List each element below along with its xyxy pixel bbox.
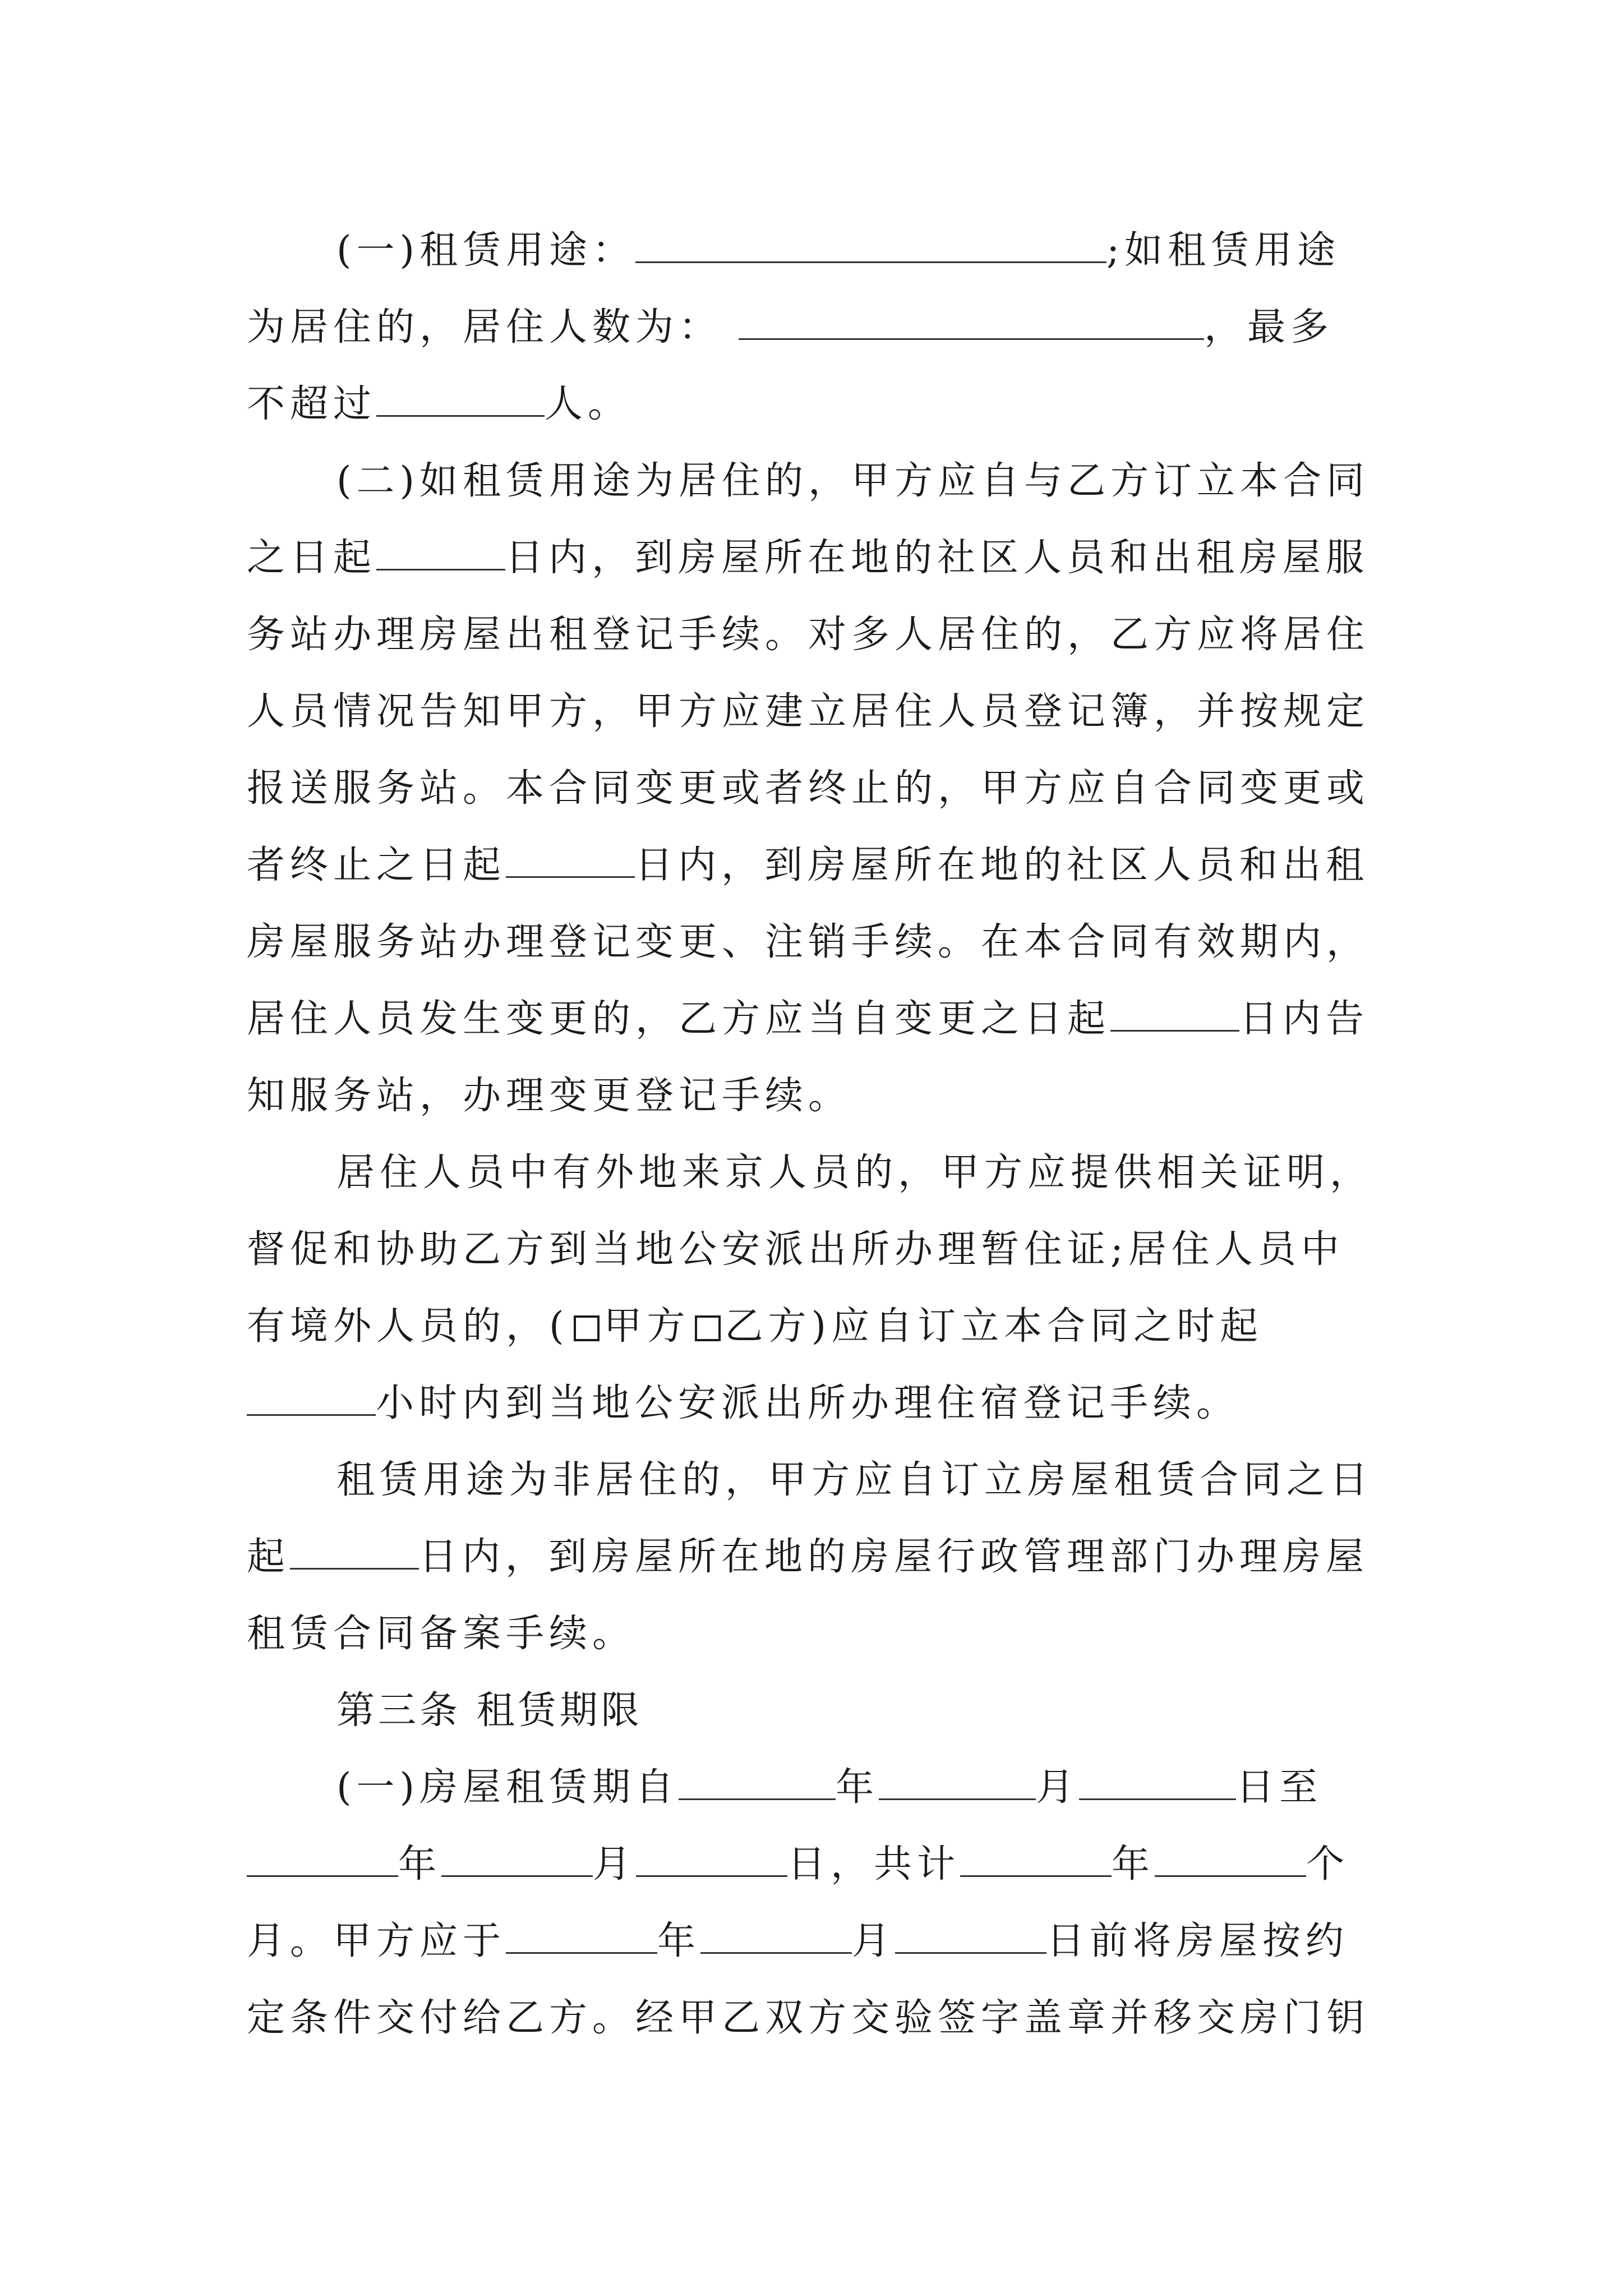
blank-field — [879, 1769, 1036, 1800]
text-line — [247, 673, 1391, 750]
blank-field — [739, 309, 1204, 340]
text-segment: 知服务站，办理变更登记手续。 — [247, 1074, 852, 1118]
blank-field — [506, 1923, 657, 1954]
text-segment: 年 — [657, 1919, 701, 1963]
text-segment: 不超过 — [247, 382, 377, 426]
text-line — [247, 1595, 1391, 1672]
text-segment: 月 — [852, 1919, 896, 1963]
blank-field — [247, 1385, 376, 1416]
blank-field — [1110, 1001, 1239, 1032]
blank-field — [635, 232, 1106, 263]
text-line — [247, 1903, 1391, 1980]
text-line — [247, 366, 1391, 443]
text-segment: 日内告 — [1239, 997, 1370, 1041]
text-segment: 日内，到房屋所在地的房屋行政管理部门办理房屋 — [419, 1535, 1370, 1579]
text-line — [247, 1211, 1391, 1288]
text-segment: 租赁合同备案手续。 — [247, 1612, 636, 1656]
text-segment: 年 — [398, 1842, 442, 1887]
text-segment: 起 — [247, 1535, 291, 1579]
text-segment: 日内，到房屋所在地的社区人员和出租房屋服 — [505, 536, 1370, 580]
blank-field — [895, 1923, 1046, 1954]
text-line — [247, 1980, 1391, 2056]
text-segment: 月 — [1036, 1765, 1080, 1810]
text-segment: 小时内到当地公安派出所办理住宿登记手续。 — [376, 1381, 1240, 1425]
text-line — [247, 1519, 1391, 1595]
blank-field — [247, 1846, 398, 1877]
text-line — [247, 1288, 1391, 1365]
blank-field — [376, 386, 545, 417]
text-line — [247, 1749, 1391, 1826]
blank-field — [290, 1539, 419, 1570]
text-segment: 人员情况告知甲方，甲方应建立居住人员登记簿，并按规定 — [247, 689, 1370, 734]
text-line — [247, 289, 1391, 366]
text-line — [247, 519, 1391, 596]
text-line — [247, 750, 1391, 827]
text-segment: 日内，到房屋所在地的社区人员和出租 — [635, 843, 1370, 887]
text-line — [247, 1057, 1391, 1134]
text-segment: 为居住的，居住人数为： — [247, 305, 722, 349]
text-segment: 务站办理房屋出租登记手续。对多人居住的，乙方应将居住 — [247, 613, 1370, 657]
text-segment: 居住人员发生变更的，乙方应当自变更之日起 — [247, 997, 1111, 1041]
text-segment: 个 — [1306, 1842, 1350, 1887]
text-segment: 督促和协助乙方到当地公安派出所办理暂住证;居住人员中 — [247, 1227, 1344, 1272]
blank-field — [1155, 1846, 1306, 1877]
text-segment: 日，共计 — [787, 1842, 961, 1887]
blank-field — [1079, 1769, 1236, 1800]
blank-field — [679, 1769, 836, 1800]
blank-field — [376, 540, 505, 570]
text-segment: 报送服务站。本合同变更或者终止的，甲方应自合同变更或 — [247, 766, 1370, 811]
text-line — [247, 1442, 1391, 1519]
text-segment: 乙方)应自订立本合同之时起 — [725, 1304, 1264, 1349]
text-segment: 月。甲方应于 — [247, 1919, 506, 1963]
blank-field — [636, 1846, 787, 1877]
text-segment: ;如租赁用途 — [1106, 228, 1340, 273]
text-line — [247, 1826, 1391, 1903]
text-line — [247, 827, 1391, 904]
text-line — [247, 596, 1391, 673]
text-line — [247, 904, 1391, 981]
text-line — [247, 1365, 1391, 1442]
text-segment: 年 — [1112, 1842, 1155, 1887]
text-segment: 定条件交付给乙方。经甲乙双方交验签字盖章并移交房门钥 — [247, 1996, 1370, 2040]
blank-field — [506, 847, 635, 878]
text-segment: 年 — [836, 1765, 879, 1810]
text-segment: 甲方 — [603, 1304, 690, 1349]
text-segment: (二)如租赁用途为居住的，甲方应自与乙方订立本合同 — [336, 459, 1370, 503]
checkbox-tenant[interactable] — [695, 1315, 721, 1341]
section-title: 第三条 租赁期限 — [336, 1688, 643, 1733]
text-line — [247, 443, 1391, 519]
text-segment: 房屋服务站办理登记变更、注销手续。在本合同有效期内， — [247, 920, 1370, 964]
text-line — [247, 212, 1391, 289]
document-body — [247, 212, 1391, 2056]
text-segment: 人。 — [545, 382, 631, 426]
text-segment: 之日起 — [247, 536, 377, 580]
text-segment: 有境外人员的，( — [247, 1304, 569, 1349]
blank-field — [700, 1923, 852, 1954]
text-segment: 租赁用途为非居住的，甲方应自订立房屋租赁合同之日 — [336, 1458, 1373, 1502]
text-segment: 日前将房屋按约 — [1046, 1919, 1349, 1963]
text-line — [247, 981, 1391, 1057]
text-segment: (一)租赁用途： — [336, 228, 636, 273]
checkbox-landlord[interactable] — [574, 1315, 600, 1341]
text-segment: (一)房屋租赁期自 — [336, 1765, 679, 1810]
text-line — [247, 1134, 1391, 1211]
text-segment: 日至 — [1236, 1765, 1323, 1810]
section-heading — [247, 1672, 1391, 1749]
text-segment: 者终止之日起 — [247, 843, 506, 887]
text-segment: 居住人员中有外地来京人员的，甲方应提供相关证明， — [336, 1151, 1373, 1195]
blank-field — [960, 1846, 1112, 1877]
text-segment: 月 — [593, 1842, 637, 1887]
blank-field — [441, 1846, 593, 1877]
text-segment: ，最多 — [1204, 305, 1334, 349]
